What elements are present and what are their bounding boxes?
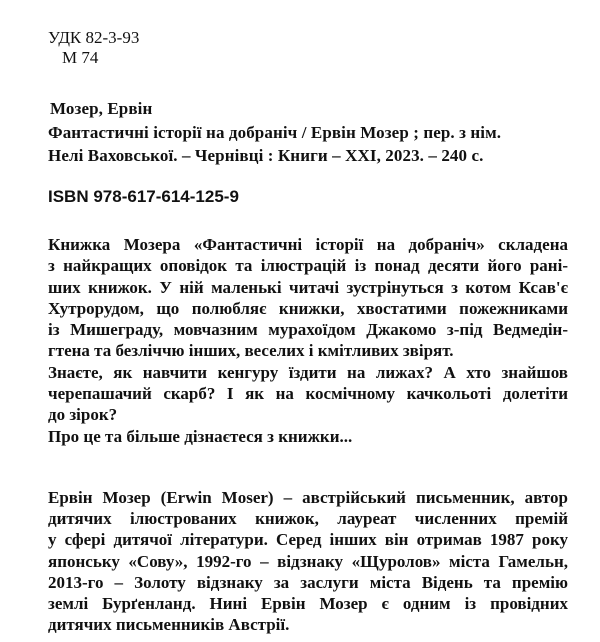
author-mark: М 74 (62, 48, 99, 67)
annotation-line: черепашачий скарб? І як на космічному качкольоті долетіти (48, 384, 568, 404)
catalog-codes (48, 28, 139, 68)
bio-line: Ервін Мозер (Erwin Moser) – австрійський письменник, автор (48, 488, 568, 507)
annotation-line: з найкращих оповідок та ілюстрацій із понад десяти його ранi- (48, 256, 568, 276)
bibliographic-description (48, 121, 588, 167)
annotation-line: Хутрорудом, що полюбляє книжки, хвостатими пожежниками (48, 298, 568, 318)
bio-line: дитячих письменників Австрії. (48, 615, 290, 635)
bio-line: у сфері дитячої літератури. Серед інших він отримав 1987 року (48, 530, 568, 550)
annotation-line: Про це та більше дізнаєтеся з книжки... (48, 426, 353, 446)
udk-code: УДК 82-3-93 (48, 28, 140, 47)
author-biography (48, 487, 568, 635)
annotation-line: Знаєте, як навчити кенгуру їздити на лижах? А хто знайшов (48, 362, 568, 382)
bio-line: 2013-го – Золоту відзнаку за заслуги міста Відень та премію (48, 572, 568, 592)
annotation-line: Книжка Мозера «Фантастичні історії на добраніч» складена (48, 235, 568, 254)
bibliographic-line: Фантастичні історії на добраніч / Ервін Мозер ; пер. з нім. (48, 123, 502, 142)
annotation-line: до зірок? (48, 405, 118, 425)
annotation (48, 234, 568, 447)
author-name: Мозер, Ервін (50, 99, 153, 118)
isbn: ISBN 978-617-614-125-9 (48, 187, 239, 206)
bio-line: японську «Сову», 1992-го – відзнаку «Щуролов» міста Гамельн, (48, 551, 568, 571)
annotation-line: із Мишеграду, мовчазним мурахоїдом Джакомо з-під Ведмедін- (48, 320, 568, 340)
bio-line: землі Бурґенланд. Нині Ервін Мозер є одним із провідних (48, 594, 568, 614)
bibliographic-line: Нелі Ваховської. – Чернівці : Книги – ХХІ, 2023. – 240 с. (48, 146, 484, 165)
bio-line: дитячих ілюстрованих книжок, лауреат численних премій (48, 509, 568, 529)
annotation-line: ших книжок. У ній маленькі читачі зустрінуться з котом Ксав'є (48, 277, 568, 297)
annotation-line: гтена та безліччю інших, веселих і кмітливих звірят. (48, 341, 454, 361)
